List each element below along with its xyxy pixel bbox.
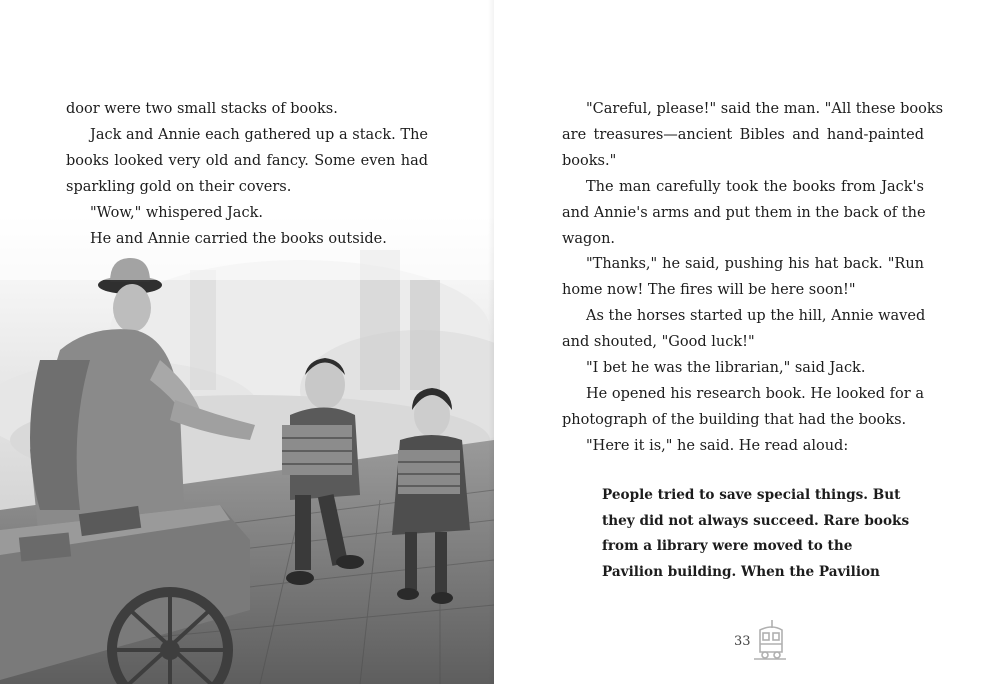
text-line: and Annie's arms and put them in the back of the [562,204,926,221]
right-page-text [562,97,944,460]
quote-line: from a library were moved to the [602,538,853,555]
page-number: 33 [734,634,751,649]
text-line: Jack and Annie each gathered up a stack. The [90,126,428,143]
quote-line: they did not always succeed. Rare books [602,512,910,529]
text-line: "Here it is," he said. He read aloud: [586,437,849,454]
text-line: books." [562,152,617,169]
text-line: home now! The fires will be here soon!" [562,282,856,299]
text-line: The man carefully took the books from Jack's [586,178,924,195]
text-line: "Thanks," he said, pushing his hat back. "Run [586,256,924,273]
trolley-icon [752,618,788,662]
illustration [0,210,494,684]
text-line: "I bet he was the librarian," said Jack. [586,360,866,377]
left-page-text [66,97,428,252]
quote-line: People tried to save special things. But [602,487,901,503]
text-line: and shouted, "Good luck!" [562,334,755,351]
text-line: are treasures—ancient Bibles and hand-painted [562,126,924,143]
block-quote [602,483,912,585]
text-line: He opened his research book. He looked for a [586,385,924,402]
text-line: wagon. [562,230,616,247]
text-line: photograph of the building that had the books. [562,411,907,428]
text-line: He and Annie carried the books outside. [90,230,387,247]
text-line: "Careful, please!" said the man. "All these books [586,101,944,117]
quote-line: Pavilion building. When the Pavilion [602,563,880,580]
text-line: sparkling gold on their covers. [66,178,292,195]
text-line: door were two small stacks of books. [66,101,338,117]
text-line: books looked very old and fancy. Some even had [66,152,428,169]
text-line: As the horses started up the hill, Annie waved [586,308,926,325]
text-line: "Wow," whispered Jack. [90,204,263,221]
